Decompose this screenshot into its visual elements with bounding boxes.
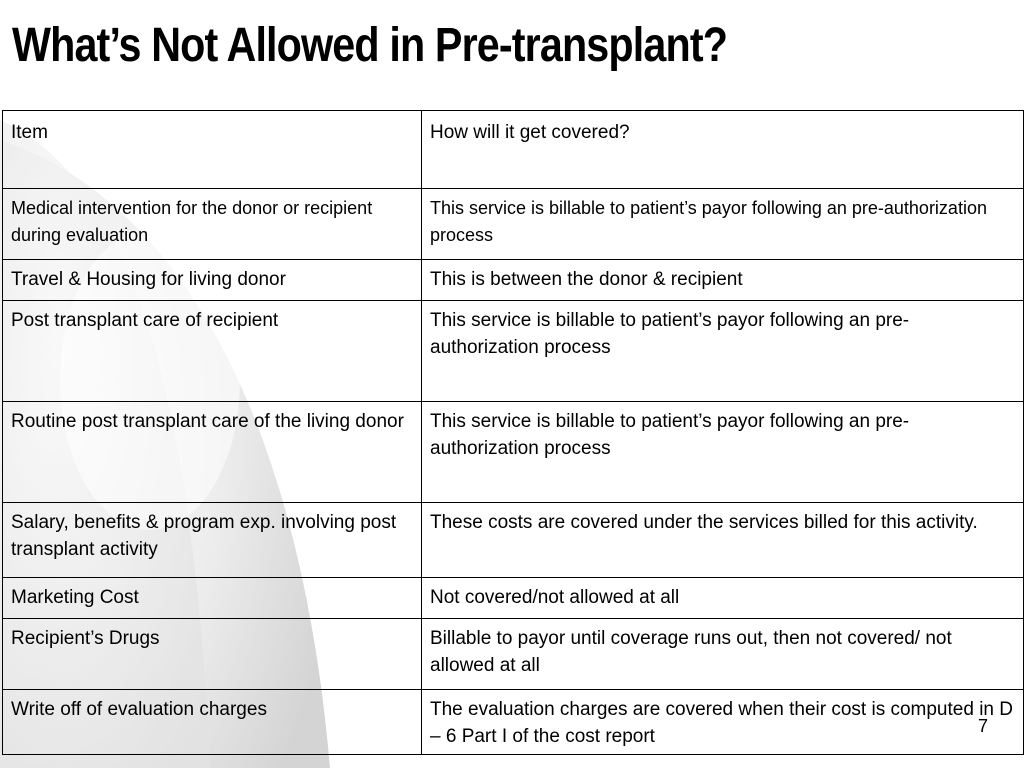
item-cell: Marketing Cost (3, 578, 422, 619)
header-item-cell: Item (3, 111, 422, 189)
item-cell: Post transplant care of recipient (3, 301, 422, 402)
table-row (3, 260, 1024, 301)
item-cell: Routine post transplant care of the living donor (3, 402, 422, 503)
item-cell: Write off of evaluation charges (3, 690, 422, 755)
item-cell: Travel & Housing for living donor (3, 260, 422, 301)
coverage-cell: This is between the donor & recipient (422, 260, 1024, 301)
table-row (3, 503, 1024, 578)
table-row (3, 189, 1024, 260)
coverage-cell: This service is billable to patient’s payor following an pre-authorization process (422, 301, 1024, 402)
coverage-cell: Not covered/not allowed at all (422, 578, 1024, 619)
coverage-cell: This service is billable to patient’s payor following an pre-authorization process (422, 402, 1024, 503)
table-row (3, 301, 1024, 402)
page-number: 7 (977, 716, 988, 736)
item-cell: Recipient’s Drugs (3, 619, 422, 690)
coverage-cell: Billable to payor until coverage runs out, then not covered/ not allowed at all (422, 619, 1024, 690)
item-cell: Medical intervention for the donor or recipient during evaluation (3, 189, 422, 260)
coverage-cell: This service is billable to patient’s payor following an pre-authorization process (422, 189, 1024, 260)
table-row (3, 578, 1024, 619)
table-row (3, 690, 1024, 755)
table-row (3, 619, 1024, 690)
item-cell: Salary, benefits & program exp. involving post transplant activity (3, 503, 422, 578)
table-header-row (3, 111, 1024, 189)
slide-title: What’s Not Allowed in Pre-transplant? (12, 19, 728, 72)
coverage-table (2, 110, 1024, 755)
coverage-cell: These costs are covered under the services billed for this activity. (422, 503, 1024, 578)
coverage-cell: The evaluation charges are covered when their cost is computed in D – 6 Part I of the cost report (422, 690, 1024, 755)
table-row (3, 402, 1024, 503)
header-coverage-cell: How will it get covered? (422, 111, 1024, 189)
